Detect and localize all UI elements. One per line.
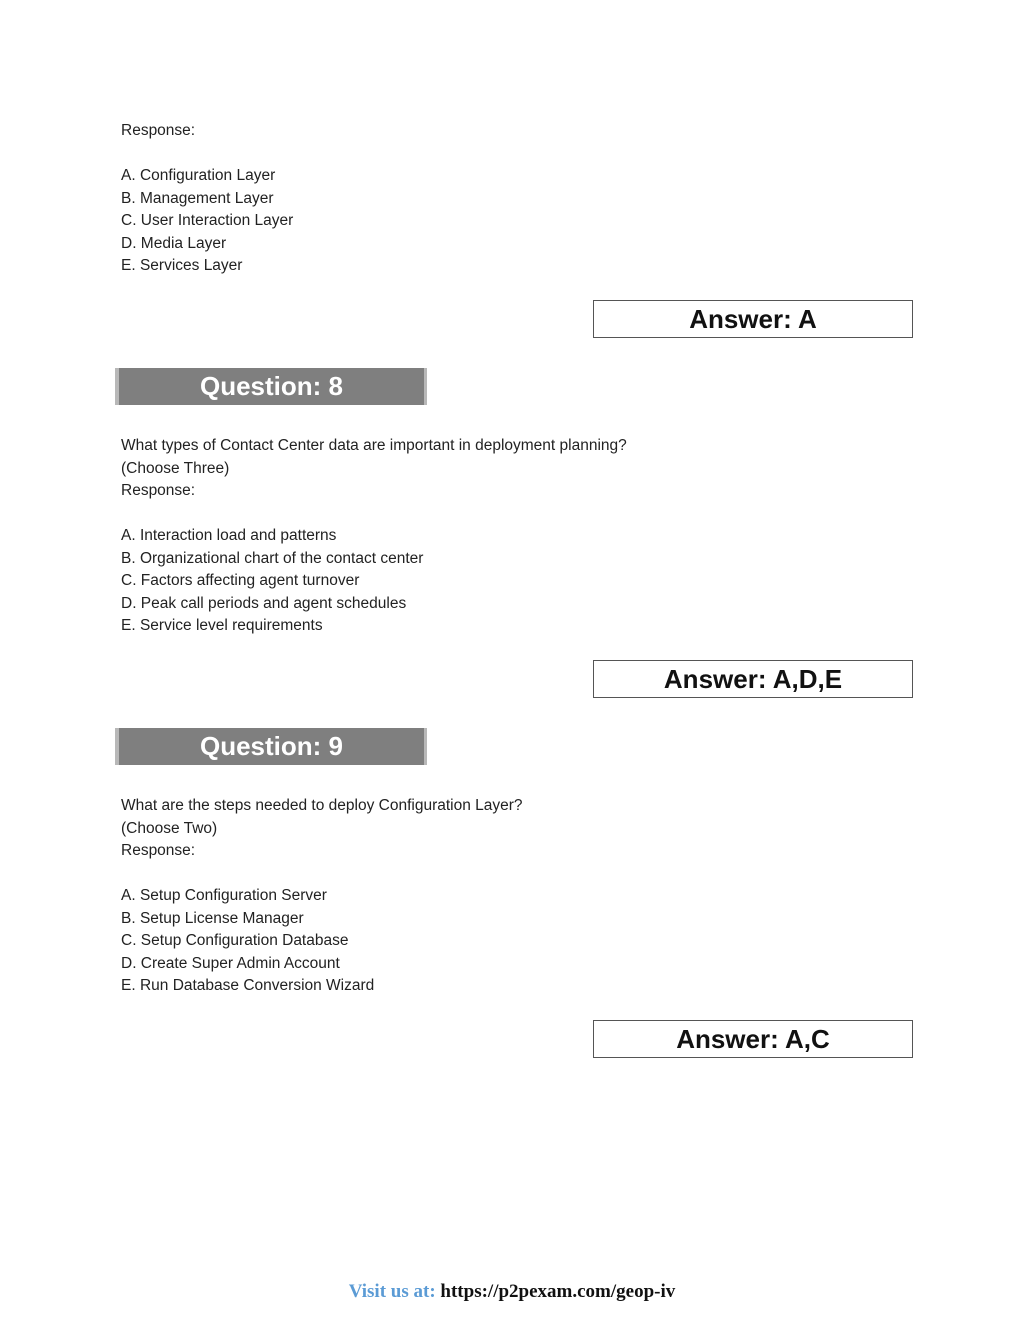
question-8-body [121,435,627,638]
option-e: E. Run Database Conversion Wizard [121,977,375,994]
response-label: Response: [121,482,196,499]
option-d: D. Create Super Admin Account [121,954,340,972]
option-b: B. Setup License Manager [121,909,304,927]
option-e: E. Services Layer [121,257,243,274]
footer [0,1281,1024,1303]
question-9-header: Question: 9 [115,728,427,765]
blank-line [121,143,293,166]
question-8-choose: (Choose Three) [121,459,230,477]
question-8-text: What types of Contact Center data are important in deployment planning? [121,437,627,454]
option-d: D. Media Layer [121,234,227,252]
option-e: E. Service level requirements [121,617,323,634]
option-b: B. Organizational chart of the contact center [121,549,424,567]
answer-box-q8: Answer: A,D,E [593,660,913,698]
question-9-choose: (Choose Two) [121,819,218,837]
question-8-header: Question: 8 [115,368,427,405]
answer-box-q9: Answer: A,C [593,1020,913,1058]
blank-line [121,863,523,886]
question-9-body [121,795,523,998]
blank-line [121,503,627,526]
option-d: D. Peak call periods and agent schedules [121,594,407,612]
footer-visit-label: Visit us at: [348,1281,436,1302]
answer-box-prev: Answer: A [593,300,913,338]
option-a: A. Interaction load and patterns [121,527,337,544]
option-c: C. Factors affecting agent turnover [121,572,360,589]
footer-url-link[interactable]: https://p2pexam.com/geop-iv [440,1281,676,1302]
response-label: Response: [121,122,196,139]
option-b: B. Management Layer [121,189,274,207]
option-c: C. User Interaction Layer [121,212,294,229]
option-c: C. Setup Configuration Database [121,932,349,949]
response-label: Response: [121,842,196,859]
option-a: A. Configuration Layer [121,167,276,184]
prev-question-options [121,120,293,278]
question-9-text: What are the steps needed to deploy Configuration Layer? [121,797,523,814]
option-a: A. Setup Configuration Server [121,887,327,904]
